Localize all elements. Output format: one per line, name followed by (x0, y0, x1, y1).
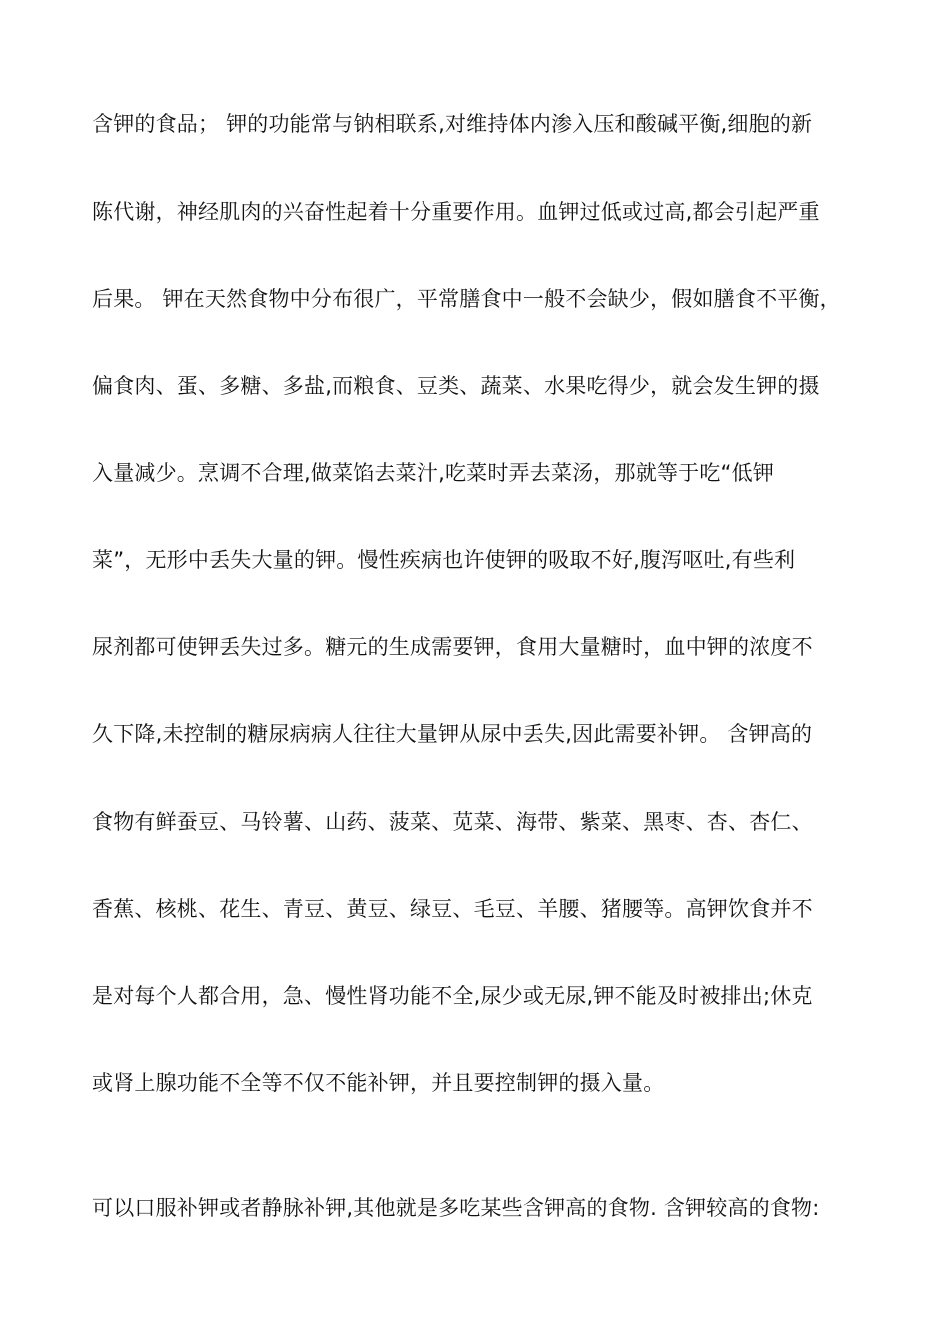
text-line: 后果。 钾在天然食物中分布很广，平常膳食中一般不会缺少，假如膳食不平衡， (92, 287, 841, 311)
text-line: 菜”，无形中丢失大量的钾。慢性疾病也许使钾的吸取不好,腹泻呕吐,有些利 (92, 548, 796, 572)
text-line: 是对每个人都合用，急、慢性肾功能不全,尿少或无尿,钾不能及时被排出;休克 (92, 984, 813, 1008)
text-line: 可以口服补钾或者静脉补钾,其他就是多吃某些含钾高的食物. 含钾较高的食物: (92, 1196, 820, 1220)
text-line: 香蕉、核桃、花生、青豆、黄豆、绿豆、毛豆、羊腰、猪腰等。高钾饮食并不 (92, 897, 813, 921)
text-line: 偏食肉、蛋、多糖、多盐,而粮食、豆类、蔬菜、水果吃得少，就会发生钾的摄 (92, 374, 820, 398)
text-line: 入量减少。烹调不合理,做菜馅去菜汁,吃菜时弄去菜汤，那就等于吃“低钾 (92, 461, 775, 485)
text-line: 久下降,未控制的糖尿病病人往往大量钾从尿中丢失,因此需要补钾。 含钾高的 (92, 722, 813, 746)
text-line: 含钾的食品； 钾的功能常与钠相联系,对维持体内渗入压和酸碱平衡,细胞的新 (92, 112, 813, 136)
text-line: 或肾上腺功能不全等不仅不能补钾，并且要控制钾的摄入量。 (92, 1071, 665, 1095)
text-line: 陈代谢，神经肌肉的兴奋性起着十分重要作用。血钾过低或过高,都会引起严重 (92, 200, 820, 224)
text-line: 食物有鲜蚕豆、马铃薯、山药、菠菜、苋菜、海带、紫菜、黑枣、杏、杏仁、 (92, 810, 813, 834)
text-line: 尿剂都可使钾丢失过多。糖元的生成需要钾，食用大量糖时，血中钾的浓度不 (92, 635, 813, 659)
